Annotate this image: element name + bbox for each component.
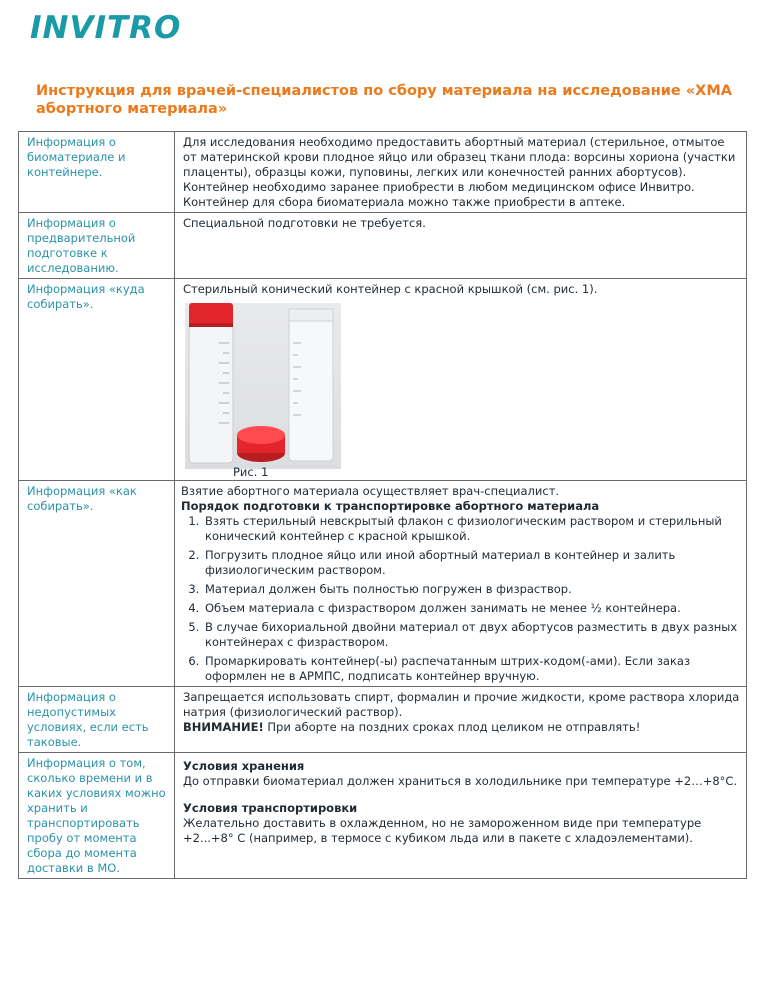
row-biomaterial: [19, 132, 747, 213]
forbidden-text: Запрещается использовать спирт, формалин и прочие жидкости, кроме раствора хлорида натрия (физиологический раствор).: [183, 690, 740, 719]
row-content: [175, 481, 747, 687]
container-illustration: [185, 303, 341, 469]
row-label: Информация о недопустимых условиях, если есть таковые.: [19, 687, 175, 753]
row-preparation: [19, 213, 747, 279]
collection-intro: Взятие абортного материала осуществляет врач-специалист.: [181, 484, 560, 498]
storage-heading: Условия хранения: [183, 759, 305, 773]
container-photo: [185, 303, 341, 469]
container-purchase-text: Контейнер необходимо заранее приобрести в любом медицинском офисе Инвитро.: [183, 180, 695, 194]
list-item: 3. Материал должен быть полностью погружен в физраствор.: [203, 582, 740, 597]
transport-text: Желательно доставить в охлажденном, но не замороженном виде при температуре +2...+8° С (например, в термосе с кубиком льда или в пакете с хладоэлементами).: [183, 816, 702, 845]
row-content: [175, 753, 747, 879]
document-title: Инструкция для врачей-специалистов по сбору материала на исследование «ХМА абортного материала»: [36, 83, 732, 117]
invitro-logo[interactable]: INVITRO: [30, 10, 182, 46]
row-content: [175, 279, 747, 481]
list-item: 2. Погрузить плодное яйцо или иной абортный материал в контейнер и залить физиологическим раствором.: [203, 548, 740, 578]
row-forbidden: [19, 687, 747, 753]
row-where: [19, 279, 747, 481]
warning-label: ВНИМАНИЕ!: [183, 720, 264, 734]
row-content: [175, 687, 747, 753]
warning-text: При аборте на поздних сроках плод целиком не отправлять!: [263, 720, 641, 734]
list-item: 6. Промаркировать контейнер(-ы) распечатанным штрих-кодом(-ами). Если заказ оформлен не в АРМПС, подписать контейнер вручную.: [203, 654, 740, 684]
row-storage: [19, 753, 747, 879]
instruction-table: [18, 131, 747, 879]
container-description: Стерильный конический контейнер с красной крышкой (см. рис. 1).: [183, 282, 598, 296]
row-label: Информация о предварительной подготовке к исследованию.: [19, 213, 175, 279]
transport-heading: Условия транспортировки: [183, 801, 358, 815]
row-label: Информация о биоматериале и контейнере.: [19, 132, 175, 213]
warning: [183, 720, 740, 735]
figure-caption: Рис. 1: [233, 465, 269, 479]
procedure-heading: Порядок подготовки к транспортировке абортного материала: [181, 499, 600, 513]
storage-text: До отправки биоматериал должен храниться в холодильнике при температуре +2…+8°С.: [183, 774, 738, 788]
list-item: 1. Взять стерильный невскрытый флакон с физиологическим раствором и стерильный конический контейнер с красной крышкой.: [203, 514, 740, 544]
row-content: Специальной подготовки не требуется.: [175, 213, 747, 279]
procedure-steps: [181, 514, 740, 684]
list-item: 5. В случае бихориальной двойни материал от двух абортусов разместить в двух разных контейнерах с физраствором.: [203, 620, 740, 650]
figure-1: [183, 303, 740, 478]
row-content: [175, 132, 747, 213]
container-pharmacy-text: Контейнер для сбора биоматериала можно также приобрести в аптеке.: [183, 195, 626, 209]
row-label: Информация о том, сколько времени и в каких условиях можно хранить и транспортировать пробу от момента сбора до момента доставки в МО.: [19, 753, 175, 879]
list-item: 4. Объем материала с физраствором должен занимать не менее ½ контейнера.: [203, 601, 740, 616]
row-how: [19, 481, 747, 687]
biomaterial-text: Для исследования необходимо предоставить абортный материал (стерильное, отмытое от материнской крови плодное яйцо или образец ткани плода: ворсины хориона (участки плаценты), образцы кожи, пуповины, легких или конечностей ранних абортусов).: [183, 135, 736, 179]
row-label: Информация «как собирать».: [19, 481, 175, 687]
row-label: Информация «куда собирать».: [19, 279, 175, 481]
